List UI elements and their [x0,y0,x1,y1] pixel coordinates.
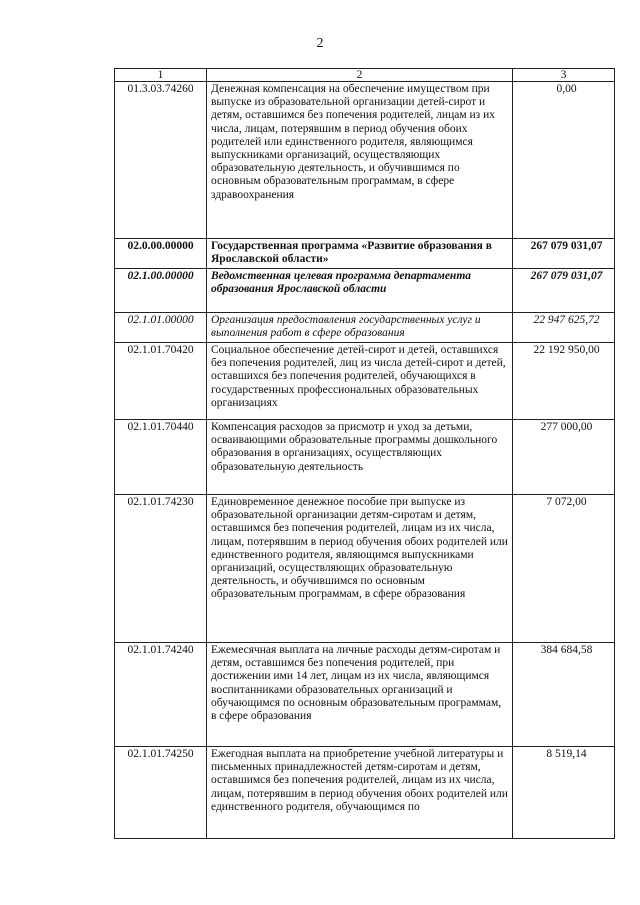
row-amount: 22 947 625,72 [513,313,615,343]
row-description: Денежная компенсация на обеспечение имуществом при выпуске из образовательной организации детей-сирот и детям, оставшимся без попечения родителей, лицам из их числа, лицам, потерявшим в период обучения обоих родителей или единственного родителя, являющимся выпускниками организаций, осуществляющих образовательную деятельность, и обучившимся по основным образовательным программам, в сфере здравоохранения [207,82,513,239]
table-row [115,269,615,313]
row-description: Социальное обеспечение детей-сирот и детей, оставшихся без попечения родителей, лиц из числа детей-сирот и детей, оставшихся без попечения родителей, обучающихся в государственных профессиональных образовательных организациях [207,343,513,420]
budget-table [114,68,615,839]
row-description: Ежемесячная выплата на личные расходы детям-сиротам и детям, оставшимся без попечения родителей, при достижении ими 14 лет, лицам из их числа, являющимся воспитанниками образовательных организаций и обучающимся по основным образовательным программам, в сфере образования [207,643,513,747]
row-code: 02.1.00.00000 [115,269,207,313]
row-description: Ежегодная выплата на приобретение учебной литературы и письменных принадлежностей детям-сиротам и детям, оставшимся без попечения родителей, лицам из их числа, лицам, потерявшим в период обучения обоих родителей или единственного родителя, обучающимся по [207,747,513,839]
table-row [115,747,615,839]
row-description: Государственная программа «Развитие образования в Ярославской области» [207,239,513,269]
table-header-row [115,69,615,82]
row-amount: 277 000,00 [513,420,615,495]
row-code: 02.1.01.70420 [115,343,207,420]
page-number: 2 [316,36,324,51]
row-description: Единовременное денежное пособие при выпуске из образовательной организации детям-сиротам и детям, оставшимся без попечения родителей, лицам из их числа, лицам, потерявшим в период обучения обоих родителей или единственного родителя, являющимся выпускниками организаций, осуществляющих образовательную деятельность, и обучившимся по основным образовательным программам, в сфере образования [207,495,513,643]
table-row [115,82,615,239]
table-row [115,643,615,747]
table-row [115,495,615,643]
row-amount: 384 684,58 [513,643,615,747]
table-row [115,239,615,269]
row-code: 02.1.01.70440 [115,420,207,495]
row-amount: 267 079 031,07 [513,269,615,313]
row-code: 02.1.01.74230 [115,495,207,643]
table-row [115,343,615,420]
row-description: Компенсация расходов за присмотр и уход за детьми, осваивающими образовательные программы дошкольного образования в организациях, осуществляющих образовательную деятельность [207,420,513,495]
row-amount: 8 519,14 [513,747,615,839]
row-amount: 7 072,00 [513,495,615,643]
row-code: 02.1.01.00000 [115,313,207,343]
row-description: Ведомственная целевая программа департамента образования Ярославской области [207,269,513,313]
header-cell-description: 2 [207,69,513,82]
header-cell-code: 1 [115,69,207,82]
row-code: 01.3.03.74260 [115,82,207,239]
row-code: 02.1.01.74240 [115,643,207,747]
row-amount: 0,00 [513,82,615,239]
row-code: 02.0.00.00000 [115,239,207,269]
table-row [115,420,615,495]
row-description: Организация предоставления государственных услуг и выполнения работ в сфере образования [207,313,513,343]
header-cell-amount: 3 [513,69,615,82]
row-amount: 267 079 031,07 [513,239,615,269]
table-row [115,313,615,343]
row-amount: 22 192 950,00 [513,343,615,420]
row-code: 02.1.01.74250 [115,747,207,839]
